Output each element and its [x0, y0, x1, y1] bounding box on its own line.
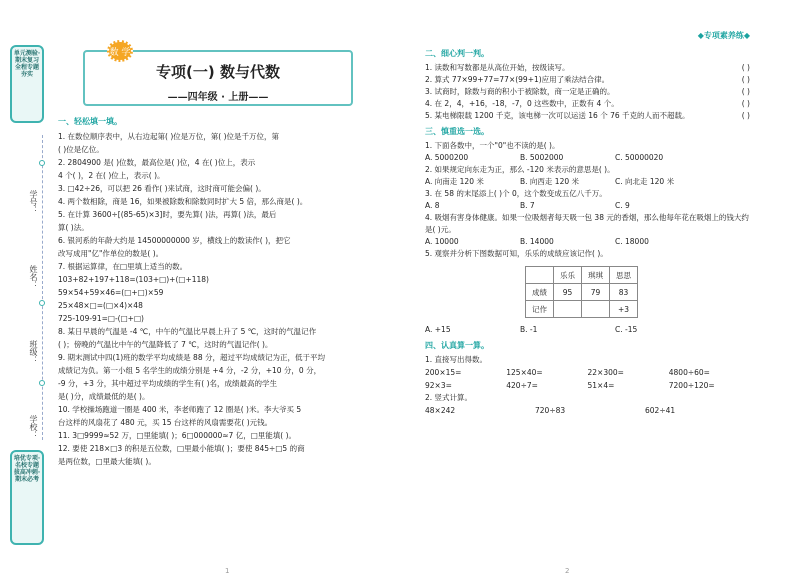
page-number: 2	[565, 567, 570, 575]
name-label: 姓名：	[29, 265, 38, 289]
page-title: 专项(一) 数与代数	[156, 63, 280, 81]
table-cell: 79	[582, 284, 610, 301]
question-line: ( )位是亿位。	[58, 145, 104, 154]
question-line: 12. 要使 218×□3 的积是五位数，□里最小能填( )；要使 845÷□5 的商	[58, 444, 305, 453]
question-line: 是两位数，□里最大能填( )。	[58, 457, 156, 466]
question-line: 台这样的风扇花了 480 元，买 15 台这样的风扇需要花( )元钱。	[58, 418, 273, 427]
question-text: 2. 竖式计算。	[425, 393, 473, 402]
option: B. -1	[520, 325, 538, 334]
option: B. 14000	[520, 237, 554, 246]
table-cell: 记作	[526, 301, 554, 318]
answer-bracket[interactable]: ( )	[741, 87, 750, 96]
choice-options	[425, 152, 750, 164]
sidebar-top-tag: 单元测验·期末复习 全程专题夯实	[10, 45, 44, 123]
question-line: 改写成用"亿"作单位的数是( )。	[58, 249, 164, 258]
question-line: 是( )分，成绩最低的是( )。	[58, 392, 150, 401]
binding-dot	[39, 300, 45, 306]
question-line: 2. 2804900 是( )位数，最高位是( )位，4 在( )位上，表示	[58, 158, 256, 167]
table-cell: 83	[610, 284, 638, 301]
judge-item	[425, 98, 750, 110]
oral-item: 92×3=	[425, 381, 452, 390]
binding-sidebar	[6, 40, 46, 545]
section-heading: 一、轻松填一填。	[58, 117, 122, 126]
option: A. 10000	[425, 237, 459, 246]
question-line: 9. 期末测试中四(1)班的数学平均成绩是 88 分，超过平均成绩记为正，低于平均	[58, 353, 325, 362]
option: C. 9	[615, 201, 630, 210]
table-cell: +3	[610, 301, 638, 318]
option: B. 5002000	[520, 153, 564, 162]
option: B. 向西走 120 米	[520, 177, 579, 186]
question-line: 6. 银河系的年龄大约是 14500000000 岁，横线上的数读作( )，把它	[58, 236, 291, 245]
question-line: 4. 两个数相除，商是 16，如果被除数和除数同时扩大 5 倍，那么商是( )。	[58, 197, 308, 206]
answer-bracket[interactable]: ( )	[741, 75, 750, 84]
right-page	[425, 30, 750, 417]
oral-item: 200×15=	[425, 368, 462, 377]
table-cell: 琪琪	[582, 267, 610, 284]
left-page	[58, 30, 383, 468]
section-heading: 四、认真算一算。	[425, 341, 489, 350]
question-text: 1. 下面各数中，一个"0"也不读的是( )。	[425, 141, 560, 150]
option: C. 向北走 120 米	[615, 177, 675, 186]
question-line: -9 分，+3 分，其中超过平均成绩的学生有( )名，成绩最高的学生	[58, 379, 278, 388]
option: B. 7	[520, 201, 535, 210]
table-cell: 思思	[610, 267, 638, 284]
binding-dot	[39, 380, 45, 386]
option: A. 5000200	[425, 153, 469, 162]
oral-item: 125×40=	[506, 368, 543, 377]
question-text: 3. 在 58 的末尾添上( )个 0，这个数变成五亿八千万。	[425, 189, 607, 198]
sidebar-bottom-tag: 培优专项·名校专题 拔高冲刺·期末必考	[10, 450, 44, 545]
question-line: 1. 在数位顺序表中，从右边起第( )位是万位，第( )位是千万位，第	[58, 132, 280, 141]
vertical-item: 602÷41	[645, 406, 676, 415]
oral-item: 7200÷120=	[668, 381, 715, 390]
judge-text: 1. 读数和写数都是从高位开始，按级读写。	[425, 63, 570, 72]
table-cell: 95	[554, 284, 582, 301]
judge-text: 3. 试商时，除数与商的积小于被除数，商一定是正确的。	[425, 87, 615, 96]
question-line: 7. 根据运算律，在□里填上适当的数。	[58, 262, 188, 271]
oral-item: 51×4=	[587, 381, 615, 390]
judge-item	[425, 110, 750, 122]
question-line: 8. 某日早晨的气温是 -4 ℃，中午的气温比早晨上升了 5 ℃，这时的气温记作	[58, 327, 317, 336]
option: A. +15	[425, 325, 451, 334]
binding-dot	[39, 160, 45, 166]
answer-bracket[interactable]: ( )	[741, 63, 750, 72]
judge-text: 2. 算式 77×99+77=77×(99+1)应用了乘法结合律。	[425, 75, 610, 84]
question-line: 4 个( )，2 在( )位上，表示( )。	[58, 171, 165, 180]
judge-text: 4. 在 2，4，+16，-18，-7，0 这些数中，正数有 4 个。	[425, 99, 619, 108]
fill-in-questions	[58, 130, 383, 468]
question-text: 1. 直接写出得数。	[425, 355, 488, 364]
question-line: 5. 在计算 3600÷[(85-65)×3]时，要先算( )法，再算( )法，最后	[58, 210, 277, 219]
question-line: 算( )法。	[58, 223, 89, 232]
question-text: 5. 观察并分析下图数据可知，乐乐的成绩应该记作( )。	[425, 249, 608, 258]
oral-item: 4800÷60=	[668, 368, 710, 377]
question-line: 25×48×□=(□×4)×48	[58, 301, 143, 310]
judge-questions	[425, 62, 750, 122]
table-cell	[582, 301, 610, 318]
option: A. 8	[425, 201, 440, 210]
question-text: 4. 吸烟有害身体健康。如果一位吸烟者每天吸一包 38 元的香烟，那么他每年花在吸烟上的钱大约是( )元。	[425, 213, 749, 234]
question-line: 103+82+197+118=(103+□)+(□+118)	[58, 275, 209, 284]
choice-questions	[425, 140, 750, 248]
page-subtitle: ——四年级 · 上册——	[167, 92, 269, 103]
option: C. -15	[615, 325, 638, 334]
option: C. 50000020	[615, 153, 664, 162]
vertical-row	[425, 404, 750, 417]
section-heading: 三、慎重选一选。	[425, 127, 489, 136]
choice-options	[425, 324, 750, 336]
student-number-label: 学号：	[29, 190, 38, 214]
question-line: 59×54+59×46=(□+□)×59	[58, 288, 164, 297]
oral-item: 420÷7=	[506, 381, 538, 390]
judge-item	[425, 74, 750, 86]
page-number: 1	[225, 567, 230, 575]
class-label: 班级：	[29, 340, 38, 364]
question-line: ( )；傍晚的气温比中午的气温降低了 7 ℃，这时的气温记作( )。	[58, 340, 273, 349]
judge-item	[425, 62, 750, 74]
question-line: 3. □42÷26，可以把 26 看作( )来试商，这时商可能会偏( )。	[58, 184, 266, 193]
answer-bracket[interactable]: ( )	[741, 111, 750, 120]
answer-bracket[interactable]: ( )	[741, 99, 750, 108]
choice-options	[425, 200, 750, 212]
option: C. 18000	[615, 237, 649, 246]
table-cell	[526, 267, 554, 284]
school-label: 学校：	[29, 415, 38, 439]
corner-tag: ◆专项素养练◆	[697, 31, 750, 40]
judge-text: 5. 某电梯限载 1200 千克，该电梯一次可以运送 16 个 76 千克的人而不超载。	[425, 111, 690, 120]
judge-item	[425, 86, 750, 98]
oral-row	[425, 366, 750, 379]
title-box	[83, 50, 353, 106]
table-cell: 乐乐	[554, 267, 582, 284]
question-text: 2. 如果规定向东走为正，那么 -120 米表示的意思是( )。	[425, 165, 615, 174]
vertical-item: 48×242	[425, 406, 456, 415]
choice-options	[425, 176, 750, 188]
table-cell: 成绩	[526, 284, 554, 301]
oral-row	[425, 379, 750, 392]
choice-options	[425, 236, 750, 248]
score-table	[525, 266, 638, 318]
question-line: 11. 3□9999≈52 万，□里能填( )；6□000000≈7 亿，□里能填( )。	[58, 431, 297, 440]
table-cell	[554, 301, 582, 318]
question-line: 10. 学校操场跑道一圈是 400 米，李老师跑了 12 圈是( )米。李大爷买 5	[58, 405, 302, 414]
option: A. 向南走 120 米	[425, 177, 484, 186]
question-line: 725-109-91=□-(□+□)	[58, 314, 144, 323]
section-heading: 二、细心判一判。	[425, 49, 489, 58]
math-badge: 数 学	[107, 40, 133, 62]
question-line: 成绩记为负。第一小组 5 名学生的成绩分别是 +4 分，-2 分，+10 分，0 分，	[58, 366, 322, 375]
oral-item: 22×300=	[587, 368, 624, 377]
vertical-item: 720÷83	[535, 406, 566, 415]
cut-line	[42, 135, 43, 440]
